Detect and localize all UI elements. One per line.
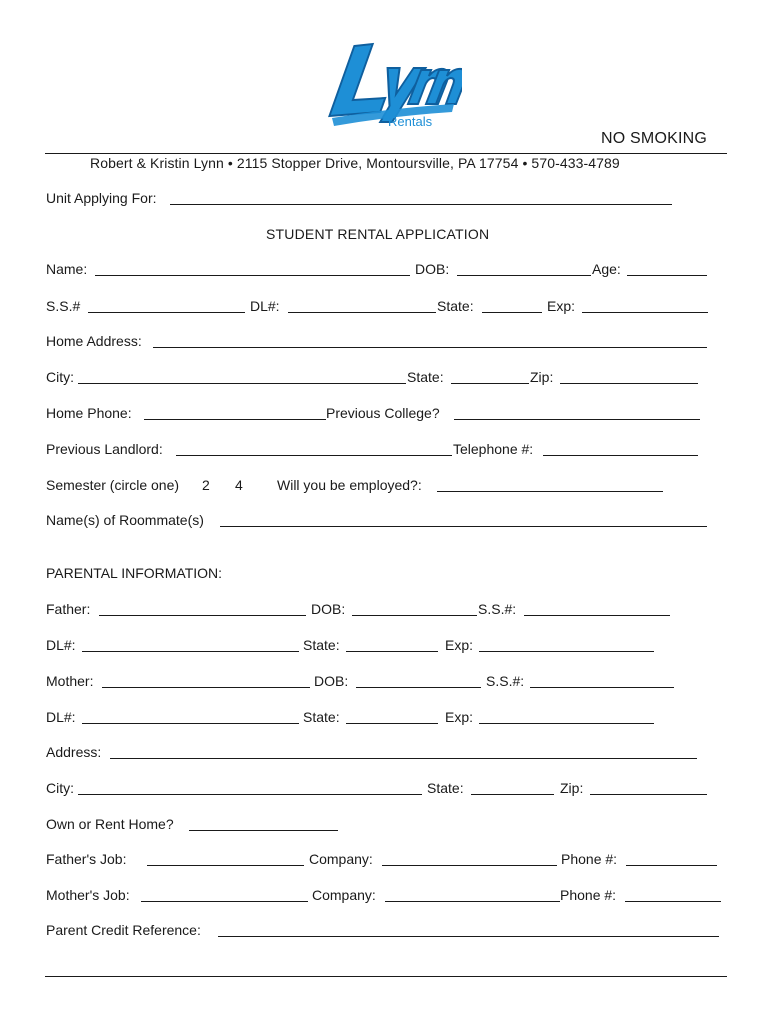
roommates-field[interactable] xyxy=(220,526,707,527)
state-field[interactable] xyxy=(482,312,542,313)
semester-label: Semester (circle one) xyxy=(46,477,180,493)
mother-exp-field[interactable] xyxy=(479,723,654,724)
father-dob-label: DOB: xyxy=(311,601,346,617)
parent-zip-field[interactable] xyxy=(590,794,707,795)
dob-label: DOB: xyxy=(415,261,450,277)
parent-zip-label: Zip: xyxy=(560,780,584,796)
father-field[interactable] xyxy=(99,615,306,616)
employed-label: Will you be employed?: xyxy=(277,477,422,493)
mother-phone-label: Phone #: xyxy=(560,887,617,903)
father-dob-field[interactable] xyxy=(352,615,477,616)
father-phone-field[interactable] xyxy=(626,865,717,866)
zip-field[interactable] xyxy=(560,383,698,384)
mother-company-label: Company: xyxy=(312,887,376,903)
dob-field[interactable] xyxy=(457,275,591,276)
own-rent-label: Own or Rent Home? xyxy=(46,816,174,832)
no-smoking-notice: NO SMOKING xyxy=(601,130,708,147)
roommates-label: Name(s) of Roommate(s) xyxy=(46,512,204,528)
mother-ss-field[interactable] xyxy=(530,687,674,688)
name-label: Name: xyxy=(46,261,88,277)
parental-heading: PARENTAL INFORMATION: xyxy=(46,565,223,581)
mother-phone-field[interactable] xyxy=(625,901,721,902)
semester-option-2[interactable]: 2 xyxy=(202,477,210,493)
city-label: City: xyxy=(46,369,74,385)
father-company-field[interactable] xyxy=(382,865,557,866)
credit-reference-field[interactable] xyxy=(218,936,719,937)
mother-dl-field[interactable] xyxy=(82,723,299,724)
father-phone-label: Phone #: xyxy=(561,851,618,867)
dl-field[interactable] xyxy=(288,312,436,313)
home-phone-label: Home Phone: xyxy=(46,405,132,421)
father-ss-field[interactable] xyxy=(524,615,670,616)
exp-label: Exp: xyxy=(547,298,576,314)
previous-college-field[interactable] xyxy=(454,419,700,420)
form-title: STUDENT RENTAL APPLICATION xyxy=(266,226,490,242)
unit-label: Unit Applying For: xyxy=(46,190,157,206)
mother-dl-label: DL#: xyxy=(46,709,76,725)
zip-label: Zip: xyxy=(530,369,554,385)
mother-label: Mother: xyxy=(46,673,94,689)
ss-label: S.S.# xyxy=(46,298,81,314)
mother-ss-label: S.S.#: xyxy=(486,673,525,689)
logo-subtitle: Rentals xyxy=(388,114,433,129)
exp-field[interactable] xyxy=(582,312,708,313)
mother-exp-label: Exp: xyxy=(445,709,474,725)
parent-state-label: State: xyxy=(427,780,464,796)
fathers-job-label: Father's Job: xyxy=(46,851,127,867)
previous-college-label: Previous College? xyxy=(326,405,440,421)
father-dl-field[interactable] xyxy=(82,651,299,652)
ss-field[interactable] xyxy=(88,312,245,313)
mothers-job-field[interactable] xyxy=(141,901,308,902)
mother-state-label: State: xyxy=(303,709,340,725)
home-address-field[interactable] xyxy=(153,347,707,348)
city-field[interactable] xyxy=(78,383,406,384)
dl-label: DL#: xyxy=(250,298,280,314)
credit-reference-label: Parent Credit Reference: xyxy=(46,922,201,938)
state-label: State: xyxy=(407,369,444,385)
semester-option-4[interactable]: 4 xyxy=(235,477,243,493)
telephone-field[interactable] xyxy=(543,455,698,456)
state-field[interactable] xyxy=(451,383,529,384)
mother-dob-label: DOB: xyxy=(314,673,349,689)
father-exp-field[interactable] xyxy=(479,651,654,652)
previous-landlord-label: Previous Landlord: xyxy=(46,441,163,457)
parent-city-label: City: xyxy=(46,780,74,796)
state-label: State: xyxy=(437,298,474,314)
lynn-rentals-logo xyxy=(322,38,462,133)
parent-state-field[interactable] xyxy=(471,794,554,795)
fathers-job-field[interactable] xyxy=(147,865,304,866)
father-label: Father: xyxy=(46,601,91,617)
father-company-label: Company: xyxy=(309,851,373,867)
parent-address-field[interactable] xyxy=(110,758,697,759)
mother-company-field[interactable] xyxy=(385,901,560,902)
parent-city-field[interactable] xyxy=(78,794,422,795)
parent-address-label: Address: xyxy=(46,744,102,760)
home-phone-field[interactable] xyxy=(144,419,326,420)
mother-state-field[interactable] xyxy=(346,723,438,724)
telephone-label: Telephone #: xyxy=(453,441,534,457)
mothers-job-label: Mother's Job: xyxy=(46,887,130,903)
mother-field[interactable] xyxy=(102,687,310,688)
employed-field[interactable] xyxy=(437,491,663,492)
father-state-label: State: xyxy=(303,637,340,653)
father-dl-label: DL#: xyxy=(46,637,76,653)
mother-dob-field[interactable] xyxy=(356,687,481,688)
father-state-field[interactable] xyxy=(346,651,438,652)
age-field[interactable] xyxy=(627,275,707,276)
own-rent-field[interactable] xyxy=(189,830,338,831)
age-label: Age: xyxy=(592,261,621,277)
father-exp-label: Exp: xyxy=(445,637,474,653)
credit-reference-field-line-2[interactable] xyxy=(45,976,727,977)
name-field[interactable] xyxy=(95,275,410,276)
previous-landlord-field[interactable] xyxy=(176,455,452,456)
header-rule xyxy=(45,153,727,154)
father-ss-label: S.S.#: xyxy=(478,601,517,617)
company-address: Robert & Kristin Lynn • 2115 Stopper Drive, Montoursville, PA 17754 • 570-433-4789 xyxy=(90,155,620,171)
home-address-label: Home Address: xyxy=(46,333,142,349)
unit-field[interactable] xyxy=(170,204,672,205)
